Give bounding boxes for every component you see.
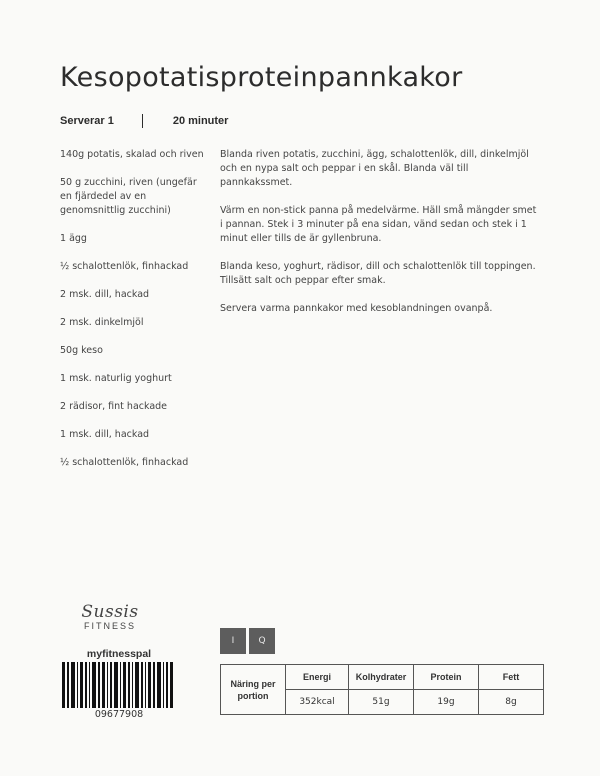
ingredient-item: ½ schalottenlök, finhackad — [60, 261, 189, 272]
ingredient-item: 50g keso — [60, 345, 103, 356]
myfitnesspal-label: myfitnesspal — [86, 648, 152, 660]
ingredient-item: 1 ägg — [60, 233, 87, 244]
barcode-number: 09677908 — [94, 709, 144, 720]
ingredient-item: ½ schalottenlök, finhackad — [60, 457, 189, 468]
nutrition-value: 51g — [349, 690, 414, 715]
method-step: Servera varma pannkakor med kesoblandningen ovanpå. — [220, 303, 493, 314]
nutrition-header: Kolhydrater — [349, 665, 414, 690]
barcode-icon — [62, 662, 176, 708]
time-label: 20 minuter — [172, 115, 229, 127]
recipe-title: Kesopotatisproteinpannkakor — [60, 62, 463, 93]
sussis-fitness-logo — [70, 604, 150, 631]
method-step: Värm en non-stick panna på medelvärme. Häll små mängder smet i pannan. Stek i 3 minuter på ena sidan, vänd sedan och stek i 1 minut eller tills de är gyllenbruna. — [220, 205, 537, 244]
nutrition-header: Energi — [286, 665, 349, 690]
ingredient-item: 2 rädisor, fint hackade — [60, 401, 168, 412]
method-steps — [220, 148, 540, 330]
logo-subline: FITNESS — [83, 621, 136, 631]
nutrition-row-label: Näring per portion — [221, 665, 286, 715]
ingredient-item: 2 msk. dill, hackad — [60, 289, 150, 300]
ingredient-item: 50 g zucchini, riven (ungefär en fjärdedel av en genomsnittlig zucchini) — [60, 177, 197, 216]
meta-divider — [142, 114, 143, 128]
metric-toggle-button[interactable]: Q — [249, 628, 275, 654]
unit-toggles — [220, 628, 275, 654]
ingredient-list — [60, 148, 210, 484]
ingredient-item: 140g potatis, skalad och riven — [60, 149, 204, 160]
imperial-toggle-button[interactable]: I — [220, 628, 246, 654]
nutrition-value: 8g — [479, 690, 544, 715]
method-step: Blanda keso, yoghurt, rädisor, dill och schalottenlök till toppingen. Tillsätt salt och peppar efter smak. — [220, 261, 536, 286]
nutrition-value: 352kcal — [286, 690, 349, 715]
ingredient-item: 2 msk. dinkelmjöl — [60, 317, 144, 328]
method-step: Blanda riven potatis, zucchini, ägg, schalottenlök, dill, dinkelmjöl och en nypa salt och peppar i en skål. Blanda väl till pannkakssmet. — [220, 149, 529, 188]
ingredient-item: 1 msk. dill, hackad — [60, 429, 150, 440]
recipe-meta — [60, 114, 228, 128]
nutrition-header: Protein — [414, 665, 479, 690]
ingredient-item: 1 msk. naturlig yoghurt — [60, 373, 172, 384]
servings-label: Serverar 1 — [60, 115, 114, 127]
nutrition-table — [220, 664, 544, 715]
nutrition-value: 19g — [414, 690, 479, 715]
logo-wordmark: Sussis — [81, 602, 139, 622]
nutrition-header: Fett — [479, 665, 544, 690]
